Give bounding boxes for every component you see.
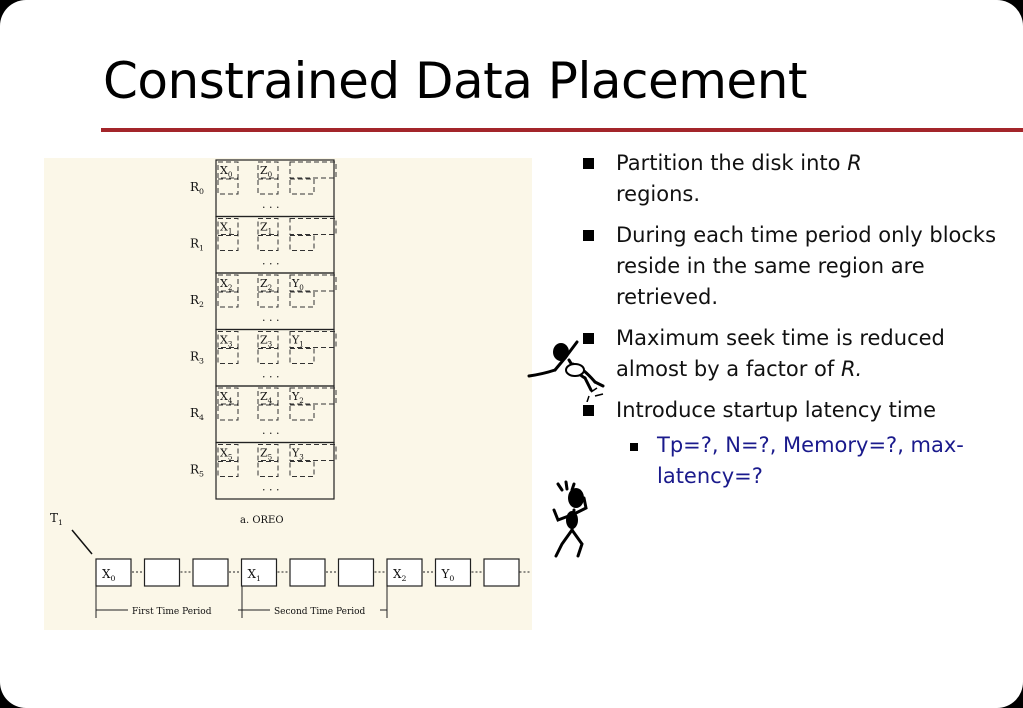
block-cell-label: $X_0$ bbox=[220, 164, 233, 179]
block-cell bbox=[258, 179, 278, 194]
bullet-item bbox=[580, 323, 1000, 385]
ellipsis-dots: . . . bbox=[262, 367, 280, 381]
region-label: $R_2$ bbox=[190, 293, 205, 309]
timeline-block bbox=[339, 559, 374, 586]
placement-figure bbox=[44, 158, 532, 630]
block-cell bbox=[290, 405, 314, 420]
block-cell-label: $Z_5$ bbox=[260, 446, 273, 462]
block-cell bbox=[218, 462, 238, 477]
block-cell-label: $Z_4$ bbox=[260, 390, 273, 405]
block-cell bbox=[218, 236, 238, 251]
bullet-square-icon bbox=[583, 230, 594, 241]
timeline-block bbox=[484, 559, 519, 586]
block-cell bbox=[290, 236, 314, 251]
figure-caption: a. OREO bbox=[240, 515, 284, 526]
ellipsis-dots: . . . bbox=[262, 254, 280, 268]
timeline-block bbox=[290, 559, 325, 586]
title-divider bbox=[101, 128, 1023, 132]
bullet-italic: R bbox=[847, 151, 862, 175]
timeline-block-label: $Y_0$ bbox=[441, 567, 455, 583]
block-cell-label: $X_3$ bbox=[220, 333, 233, 349]
ellipsis-dots: . . . bbox=[262, 480, 280, 494]
bullet-list bbox=[580, 148, 1000, 492]
bullet-item bbox=[580, 395, 1000, 426]
block-cell bbox=[218, 405, 238, 420]
block-cell bbox=[290, 179, 314, 194]
block-cell bbox=[290, 462, 314, 477]
block-cell-label: $Y_1$ bbox=[292, 333, 304, 349]
block-cell-label: $Z_1$ bbox=[260, 220, 273, 236]
block-cell-label: $Z_3$ bbox=[260, 333, 273, 349]
bullet-text: During each time period only blocks reside in the same region are retrieved. bbox=[616, 223, 997, 309]
region-label: $R_4$ bbox=[190, 406, 205, 422]
bullet-item bbox=[580, 148, 1000, 210]
block-cell-label: $Z_2$ bbox=[260, 277, 273, 292]
bullet-square-icon bbox=[583, 158, 594, 169]
block-cell bbox=[290, 219, 336, 235]
block-cell bbox=[258, 462, 278, 477]
block-cell-label: $X_5$ bbox=[220, 446, 233, 462]
bullet-text: Maximum seek time is reduced almost by a factor of bbox=[616, 326, 945, 381]
jumping-figure-clipart bbox=[525, 330, 607, 402]
timeline-block bbox=[145, 559, 180, 586]
bullet-italic: R. bbox=[840, 357, 863, 381]
block-cell-label: $X_4$ bbox=[220, 390, 233, 405]
sub-bullet-text: Tp=?, N=?, Memory=?, max-latency=? bbox=[657, 433, 964, 488]
block-cell bbox=[218, 179, 238, 194]
block-cell bbox=[290, 292, 314, 307]
block-cell-label: $Z_0$ bbox=[260, 164, 273, 179]
block-cell bbox=[290, 349, 314, 364]
thinking-figure-clipart bbox=[548, 480, 598, 560]
block-cell-label: $Y_2$ bbox=[292, 390, 304, 405]
sub-bullet-square-icon bbox=[630, 443, 638, 451]
placement-diagram bbox=[44, 158, 532, 630]
block-cell-label: $Y_3$ bbox=[292, 446, 304, 462]
block-cell-label: $Y_0$ bbox=[292, 277, 304, 292]
bullet-text: Introduce startup latency time bbox=[616, 398, 937, 422]
period-label: Second Time Period bbox=[274, 607, 366, 617]
timeline-start-label: $T_1$ bbox=[50, 511, 63, 527]
region-label: $R_5$ bbox=[190, 462, 205, 479]
block-cell bbox=[258, 349, 278, 364]
block-cell bbox=[218, 292, 238, 307]
timeline-block-label: $X_1$ bbox=[247, 567, 262, 583]
block-cell-label: $X_2$ bbox=[220, 277, 233, 292]
bullet-text-after: regions. bbox=[616, 182, 701, 206]
slide-title: Constrained Data Placement bbox=[103, 52, 807, 110]
block-cell bbox=[218, 349, 238, 364]
ellipsis-dots: . . . bbox=[262, 424, 280, 437]
period-label: First Time Period bbox=[132, 607, 212, 617]
block-cell bbox=[290, 162, 336, 178]
block-cell-label: $X_1$ bbox=[220, 220, 233, 236]
block-cell bbox=[258, 292, 278, 307]
region-label: $R_0$ bbox=[190, 180, 205, 196]
ellipsis-dots: . . . bbox=[262, 311, 280, 324]
block-cell bbox=[258, 236, 278, 251]
bullet-text: Partition the disk into bbox=[616, 151, 848, 175]
timeline-block-label: $X_0$ bbox=[102, 567, 116, 583]
ellipsis-dots: . . . bbox=[262, 198, 280, 211]
region-label: $R_3$ bbox=[190, 349, 205, 366]
region-label: $R_1$ bbox=[190, 236, 205, 253]
bullet-item bbox=[580, 220, 1000, 313]
sub-bullet-item bbox=[580, 430, 1000, 492]
timeline-block-label: $X_2$ bbox=[393, 567, 407, 583]
block-cell bbox=[258, 405, 278, 420]
timeline-arrow bbox=[72, 530, 92, 554]
bullet-square-icon bbox=[583, 405, 594, 416]
timeline-block bbox=[193, 559, 228, 586]
